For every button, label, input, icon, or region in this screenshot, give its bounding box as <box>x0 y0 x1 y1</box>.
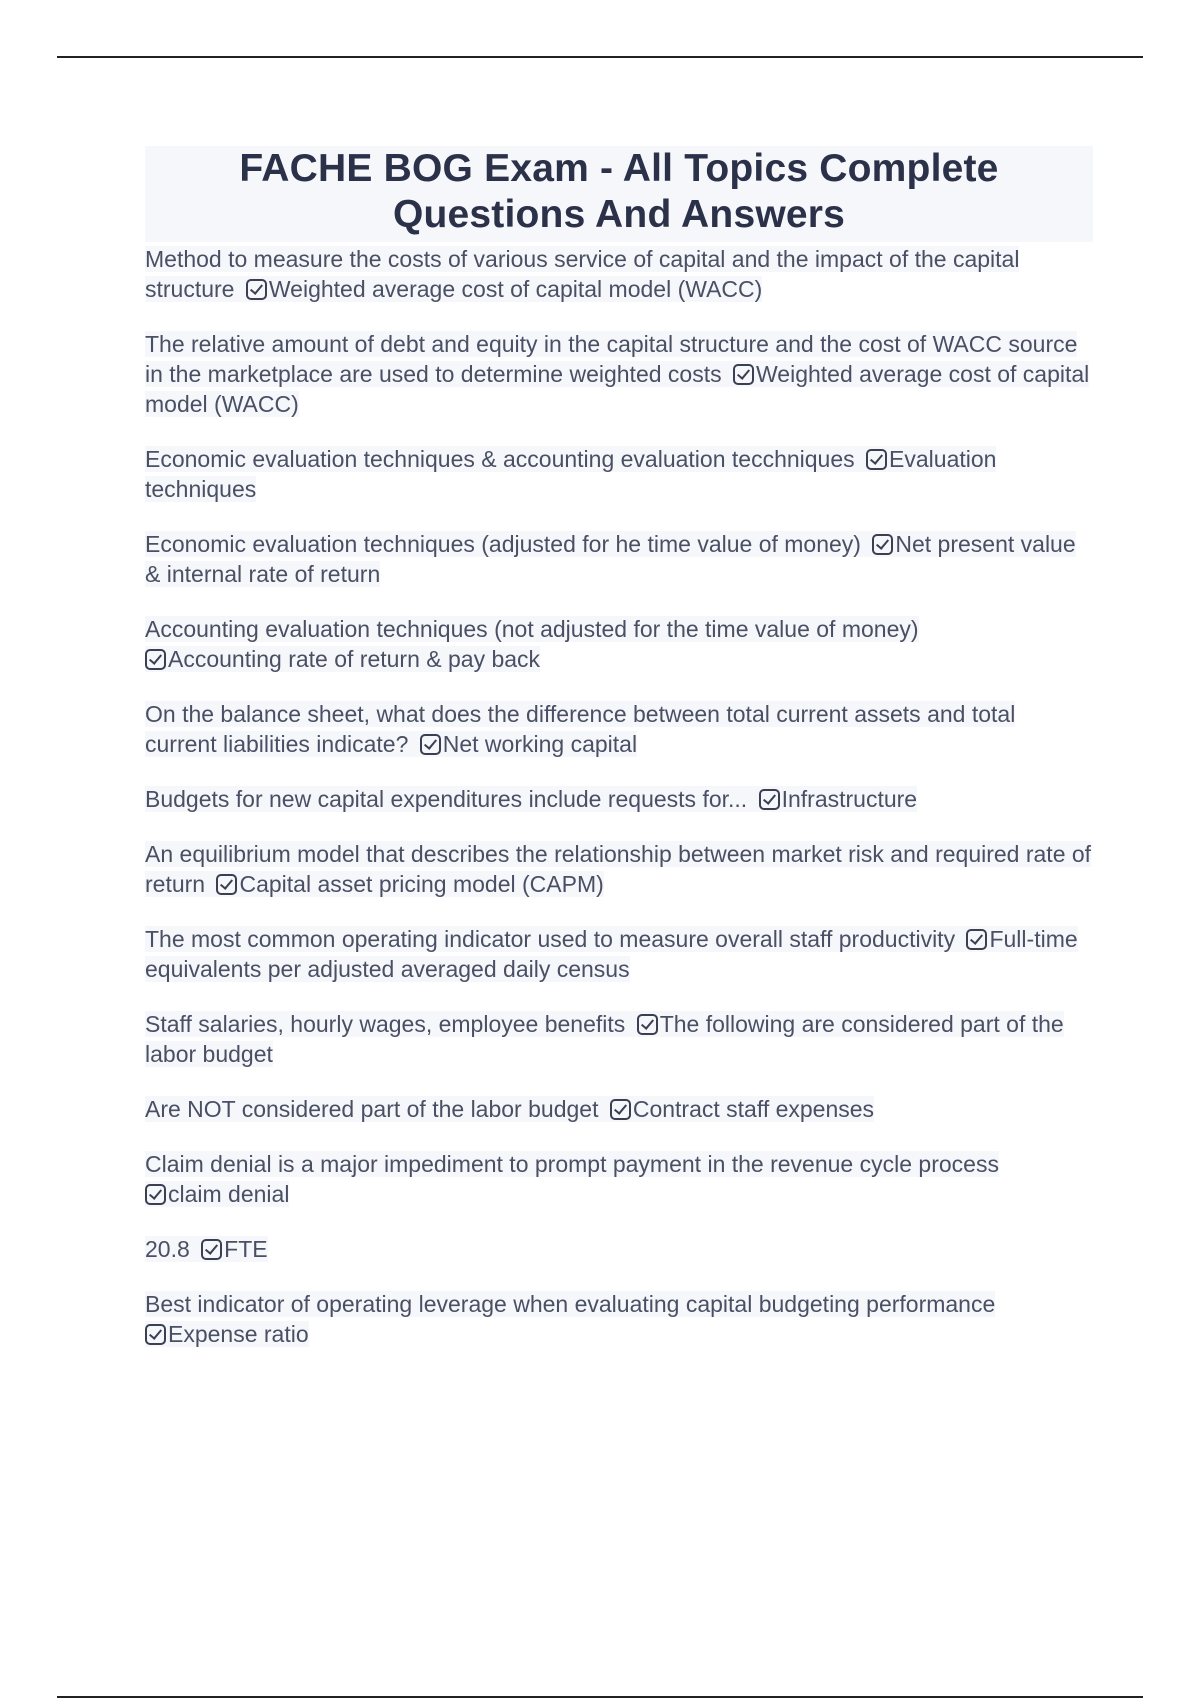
question-text: An equilibrium model that describes the relationship between market risk and required rate of return <box>145 841 1092 897</box>
question-text: Method to measure the costs of various service of capital and the impact of the capital structure <box>145 246 1020 302</box>
answer-text: Weighted average cost of capital model (WACC) <box>268 276 763 302</box>
checkbox-check-icon <box>201 1239 222 1260</box>
answer-text: FTE <box>224 1236 268 1262</box>
qa-item <box>145 1289 1093 1349</box>
qa-item <box>145 329 1093 419</box>
question-text: Budgets for new capital expenditures include requests for... <box>145 786 748 812</box>
question-text: The most common operating indicator used to measure overall staff productivity <box>145 926 956 952</box>
qa-item <box>145 444 1093 504</box>
question-text: Best indicator of operating leverage when evaluating capital budgeting performance <box>145 1291 996 1317</box>
answer-text: claim denial <box>168 1181 290 1207</box>
qa-item <box>145 1234 1093 1264</box>
qa-item <box>145 784 1093 814</box>
question-text: Are NOT considered part of the labor budget <box>145 1096 599 1122</box>
checkbox-check-icon <box>216 874 237 895</box>
qa-item <box>145 244 1093 304</box>
question-text: The relative amount of debt and equity in the capital structure and the cost of WACC source in the marketplace are used to determine weighted costs <box>145 331 1078 387</box>
qa-item <box>145 1149 1093 1209</box>
checkbox-check-icon <box>866 449 887 470</box>
qa-item <box>145 1094 1093 1124</box>
document-body <box>145 146 1093 1374</box>
checkbox-check-icon <box>145 1324 166 1345</box>
answer-text: Capital asset pricing model (CAPM) <box>239 871 604 897</box>
checkbox-check-icon <box>420 734 441 755</box>
answer-text: Accounting rate of return & pay back <box>168 646 541 672</box>
top-rule <box>57 56 1143 58</box>
checkbox-check-icon <box>759 789 780 810</box>
checkbox-check-icon <box>733 364 754 385</box>
answer-text: Expense ratio <box>168 1321 309 1347</box>
title-block <box>145 146 1093 242</box>
page-title: FACHE BOG Exam - All Topics Complete Questions And Answers <box>239 147 999 236</box>
qa-item <box>145 924 1093 984</box>
question-text: Accounting evaluation techniques (not adjusted for the time value of money) <box>145 616 919 642</box>
answer-text: Contract staff expenses <box>632 1096 875 1122</box>
question-text: Economic evaluation techniques & accounting evaluation tecchniques <box>145 446 855 472</box>
answer-text: Evaluation techniques <box>145 446 997 502</box>
checkbox-check-icon <box>872 534 893 555</box>
checkbox-check-icon <box>145 1184 166 1205</box>
answer-text: Infrastructure <box>781 786 918 812</box>
answer-text: Net present value & internal rate of return <box>145 531 1076 587</box>
qa-list <box>145 244 1093 1349</box>
question-text: Economic evaluation techniques (adjusted for he time value of money) <box>145 531 861 557</box>
question-text: Claim denial is a major impediment to prompt payment in the revenue cycle process <box>145 1151 999 1177</box>
checkbox-check-icon <box>637 1014 658 1035</box>
qa-item <box>145 1009 1093 1069</box>
answer-text: Full-time equivalents per adjusted averaged daily census <box>145 926 1078 982</box>
qa-item <box>145 699 1093 759</box>
answer-text: The following are considered part of the labor budget <box>145 1011 1064 1067</box>
qa-item <box>145 529 1093 589</box>
question-text: Staff salaries, hourly wages, employee benefits <box>145 1011 626 1037</box>
question-text: 20.8 <box>145 1236 190 1262</box>
checkbox-check-icon <box>966 929 987 950</box>
checkbox-check-icon <box>145 649 166 670</box>
bottom-rule <box>57 1696 1143 1698</box>
answer-text: Net working capital <box>442 731 638 757</box>
question-text: On the balance sheet, what does the difference between total current assets and total current liabilities indicate? <box>145 701 1016 757</box>
checkbox-check-icon <box>610 1099 631 1120</box>
qa-item <box>145 614 1093 674</box>
answer-text: Weighted average cost of capital model (WACC) <box>145 361 1090 417</box>
checkbox-check-icon <box>246 279 267 300</box>
qa-item <box>145 839 1093 899</box>
